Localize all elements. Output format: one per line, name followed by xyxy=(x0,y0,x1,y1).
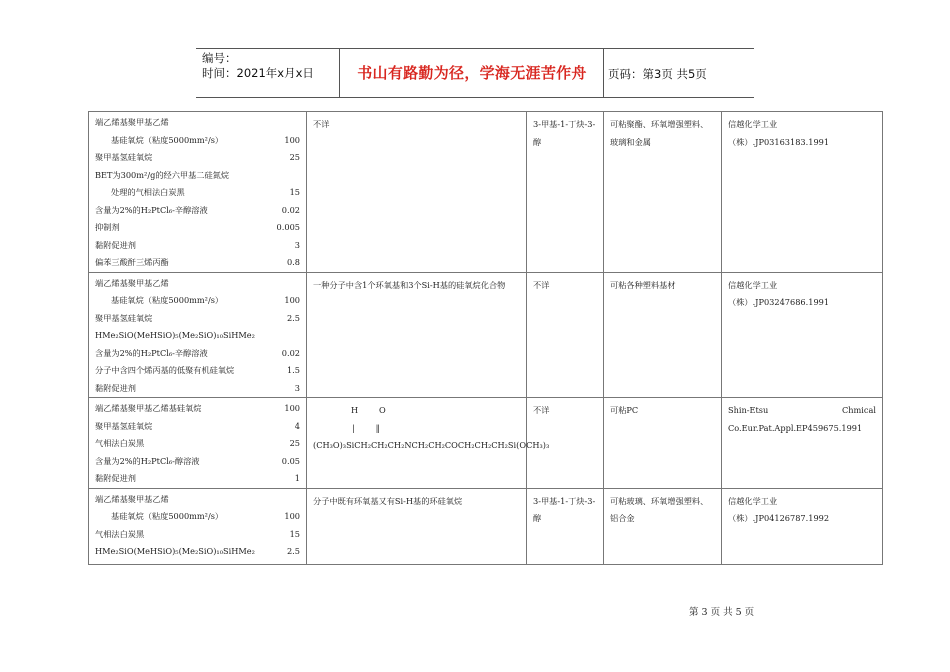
components-cell xyxy=(89,398,307,489)
component-name: 黏附促进剂 xyxy=(95,239,136,250)
component-line xyxy=(89,114,306,132)
source-cell xyxy=(722,488,883,564)
source-cell xyxy=(722,272,883,398)
formulation-table xyxy=(88,111,883,565)
component-name: 偏苯三酸酐三烯丙酯 xyxy=(95,257,169,267)
component-line xyxy=(89,470,306,488)
source: 信越化学工业（株）.JP04126787.1992 xyxy=(728,495,830,523)
page-header xyxy=(196,48,754,98)
structure-line-3: (CH₃O)₃SiCH₂CH₂CH₂NCH₂CH₂COCH₂CH₂CH₂Si(OCH₃)₃ xyxy=(313,440,550,450)
component-name: 基硅氧烷（粘度5000mm²/s） xyxy=(111,295,224,305)
component-amount: 0.005 xyxy=(276,222,300,232)
adhesion-promoter-cell xyxy=(307,272,527,398)
adhesion-promoter: 不详 xyxy=(313,119,330,129)
component-list xyxy=(89,273,306,398)
table-row xyxy=(89,398,883,489)
component-name: 端乙烯基聚甲基乙烯基硅氧烷 xyxy=(95,403,202,413)
component-amount: 100 xyxy=(284,134,300,145)
adhesion-promoter: 一种分子中含1个环氧基和3个Si-H基的硅氧烷化合物 xyxy=(313,279,506,290)
component-line xyxy=(89,526,306,544)
component-line xyxy=(89,345,306,363)
component-line xyxy=(89,132,306,150)
component-name: 黏附促进剂 xyxy=(95,473,136,483)
component-name: 气相法白炭黑 xyxy=(95,528,145,539)
structure-line-2: | ‖ xyxy=(352,422,380,433)
component-amount: 3 xyxy=(294,239,300,250)
table-row xyxy=(89,112,883,273)
structure-line-1: H O xyxy=(351,405,386,415)
component-list xyxy=(89,489,306,561)
component-name: HMe₂SiO(MeHSiO)₅(Me₂SiO)₁₀SiHMe₂ xyxy=(95,546,255,556)
source-cell xyxy=(722,112,883,273)
application: 可粘聚酯、环氧增强塑料、玻璃和金属 xyxy=(610,119,709,147)
table-row xyxy=(89,272,883,398)
component-name: 端乙烯基聚甲基乙烯 xyxy=(95,493,169,504)
component-name: 聚甲基氢硅氧烷 xyxy=(95,420,153,431)
inhibitor: 不详 xyxy=(533,405,550,415)
component-amount: 4 xyxy=(294,420,300,431)
component-amount: 0.02 xyxy=(281,347,300,358)
component-line xyxy=(89,435,306,453)
component-line xyxy=(89,327,306,345)
component-name: 聚甲基氢硅氧烷 xyxy=(95,152,153,162)
source xyxy=(722,398,882,437)
component-name: 端乙烯基聚甲基乙烯 xyxy=(95,117,169,127)
inhibitor-cell xyxy=(527,488,604,564)
inhibitor-cell xyxy=(527,272,604,398)
component-amount: 0.8 xyxy=(286,257,300,267)
component-name: 基硅氧烷（粘度5000mm²/s） xyxy=(111,134,224,145)
component-amount: 25 xyxy=(289,152,300,162)
components-cell xyxy=(89,112,307,273)
component-name: 基硅氧烷（粘度5000mm²/s） xyxy=(111,511,224,521)
component-name: 分子中含四个烯丙基的低聚有机硅氧烷 xyxy=(95,365,235,375)
source: 信越化学工业（株）.JP03163183.1991 xyxy=(728,119,830,147)
application-cell xyxy=(604,398,722,489)
header-divider xyxy=(339,49,340,97)
component-name: 含量为2%的H₂PtCl₆-辛醇溶液 xyxy=(95,204,208,215)
component-line xyxy=(89,380,306,398)
component-line xyxy=(89,453,306,471)
inhibitor: 3-甲基-1-丁炔-3-醇 xyxy=(533,495,596,523)
component-amount: 15 xyxy=(289,187,300,197)
component-line xyxy=(89,543,306,561)
application: 可粘玻璃、环氧增强塑料、铝合金 xyxy=(610,495,709,523)
application: 可粘PC xyxy=(610,405,639,415)
source: 信越化学工业（株）.JP03247686.1991 xyxy=(728,279,830,307)
component-amount: 100 xyxy=(284,403,300,413)
component-name: 端乙烯基聚甲基乙烯 xyxy=(95,277,169,288)
component-line xyxy=(89,362,306,380)
header-number-label: 编号： xyxy=(202,51,237,65)
source-cell xyxy=(722,398,883,489)
table-row xyxy=(89,488,883,564)
component-name: 黏附促进剂 xyxy=(95,382,136,393)
component-line xyxy=(89,275,306,293)
inhibitor: 3-甲基-1-丁炔-3-醇 xyxy=(533,119,596,147)
component-line xyxy=(89,202,306,220)
adhesion-promoter-cell xyxy=(307,488,527,564)
inhibitor: 不详 xyxy=(533,279,550,290)
component-line xyxy=(89,418,306,436)
application-cell xyxy=(604,272,722,398)
component-name: BET为300m²/g的经六甲基二硅氮烷 xyxy=(95,169,230,180)
adhesion-promoter: 分子中既有环氧基又有Si-H基的环硅氧烷 xyxy=(313,495,463,506)
component-line xyxy=(89,167,306,185)
component-name: 处理的气相法白炭黑 xyxy=(111,187,185,197)
component-line xyxy=(89,292,306,310)
component-amount: 0.02 xyxy=(281,204,300,215)
component-line xyxy=(89,310,306,328)
source-patent: Co.Eur.Pat.Appl.EP459675.1991 xyxy=(728,422,863,433)
header-time-label: 时间：2021年x月x日 xyxy=(202,66,314,80)
header-divider xyxy=(603,49,604,97)
component-name: 含量为2%的H₂PtCl₆-醇溶液 xyxy=(95,455,200,466)
component-amount: 1 xyxy=(294,473,300,483)
component-amount: 1.5 xyxy=(286,365,300,375)
component-amount: 2.5 xyxy=(286,546,300,556)
component-name: 气相法白炭黑 xyxy=(95,438,145,448)
application: 可粘各种塑料基材 xyxy=(610,279,676,290)
components-cell xyxy=(89,488,307,564)
component-line xyxy=(89,508,306,526)
component-amount: 100 xyxy=(284,295,300,305)
component-amount: 25 xyxy=(289,438,300,448)
component-amount: 2.5 xyxy=(286,312,300,323)
component-line xyxy=(89,149,306,167)
adhesion-promoter-cell xyxy=(307,112,527,273)
component-list xyxy=(89,112,306,272)
component-line xyxy=(89,237,306,255)
component-amount: 100 xyxy=(284,511,300,521)
components-cell xyxy=(89,272,307,398)
application-cell xyxy=(604,112,722,273)
header-page-info: 页码：第3页 共5页 xyxy=(608,67,707,81)
component-amount: 0.05 xyxy=(281,455,300,466)
inhibitor-cell xyxy=(527,112,604,273)
component-line xyxy=(89,254,306,272)
source-company: Shin-Etsu xyxy=(728,405,769,415)
component-name: 含量为2%的H₂PtCl₆-辛醇溶液 xyxy=(95,347,208,358)
component-name: 聚甲基氢硅氧烷 xyxy=(95,312,153,323)
component-name: 抑制剂 xyxy=(95,222,120,232)
component-line xyxy=(89,219,306,237)
component-amount: 15 xyxy=(289,528,300,539)
page-footer: 第 3 页 共 5 页 xyxy=(689,607,755,618)
component-line xyxy=(89,184,306,202)
component-amount: 3 xyxy=(294,382,300,393)
component-list xyxy=(89,398,306,488)
source-company-suffix: Chmical xyxy=(841,405,876,415)
component-line xyxy=(89,491,306,509)
header-meta xyxy=(202,51,314,81)
component-line xyxy=(89,400,306,418)
header-motto: 书山有路勤为径，学海无涯苦作舟 xyxy=(357,64,587,82)
application-cell xyxy=(604,488,722,564)
component-name: HMe₂SiO(MeHSiO)₅(Me₂SiO)₁₀SiHMe₂ xyxy=(95,330,255,340)
